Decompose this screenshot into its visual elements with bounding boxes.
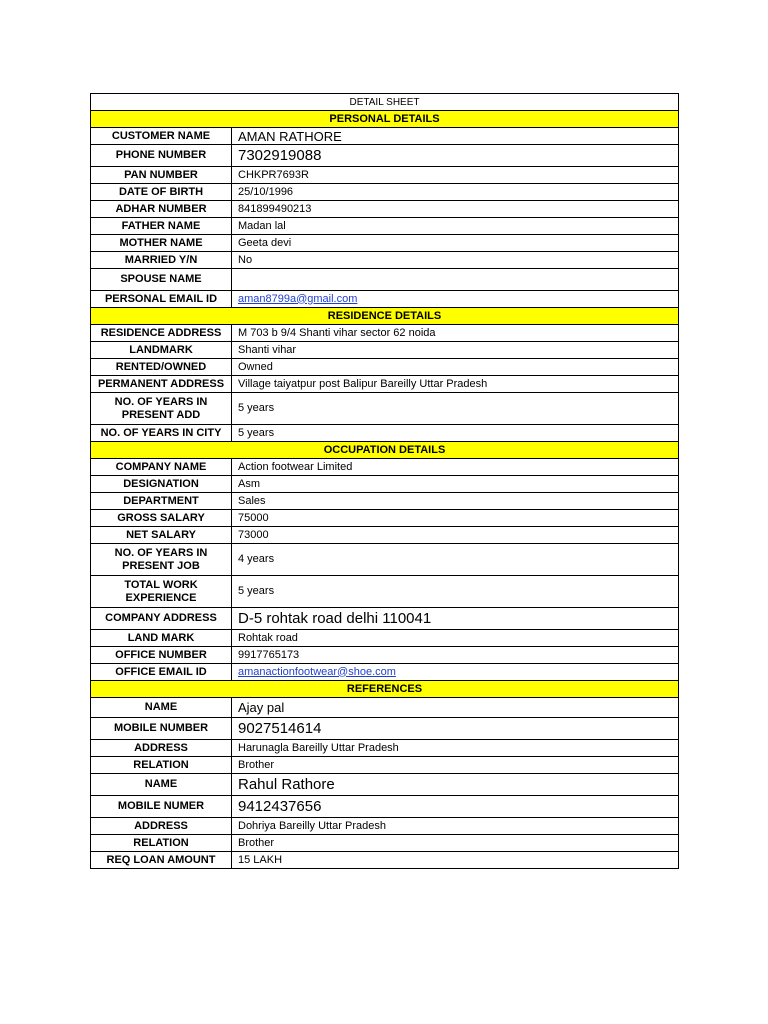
section-occupation-details: OCCUPATION DETAILS — [91, 442, 679, 459]
married-value: No — [232, 252, 679, 269]
permanent-address-value: Village taiyatpur post Balipur Bareilly Uttar Pradesh — [232, 376, 679, 393]
adhar-number-value: 841899490213 — [232, 201, 679, 218]
phone-number-label: PHONE NUMBER — [91, 145, 232, 167]
designation-value: Asm — [232, 476, 679, 493]
years-present-add-label: NO. OF YEARS IN PRESENT ADD — [91, 393, 232, 425]
total-experience-label: TOTAL WORK EXPERIENCE — [91, 576, 232, 608]
father-name-label: FATHER NAME — [91, 218, 232, 235]
date-of-birth-value: 25/10/1996 — [232, 184, 679, 201]
rented-owned-value: Owned — [232, 359, 679, 376]
ref2-relation-label: RELATION — [91, 835, 232, 852]
ref1-mobile-label: MOBILE NUMBER — [91, 718, 232, 740]
residence-address-value: M 703 b 9/4 Shanti vihar sector 62 noida — [232, 325, 679, 342]
date-of-birth-label: DATE OF BIRTH — [91, 184, 232, 201]
company-name-label: COMPANY NAME — [91, 459, 232, 476]
ref1-address-value: Harunagla Bareilly Uttar Pradesh — [232, 740, 679, 757]
total-experience-value: 5 years — [232, 576, 679, 608]
company-address-value: D-5 rohtak road delhi 110041 — [232, 608, 679, 630]
section-personal-details: PERSONAL DETAILS — [91, 111, 679, 128]
gross-salary-label: GROSS SALARY — [91, 510, 232, 527]
pan-number-value: CHKPR7693R — [232, 167, 679, 184]
section-residence-details: RESIDENCE DETAILS — [91, 308, 679, 325]
personal-email-link[interactable]: aman8799a@gmail.com — [238, 292, 358, 305]
net-salary-value: 73000 — [232, 527, 679, 544]
customer-name-value: AMAN RATHORE — [232, 128, 679, 145]
ref2-address-label: ADDRESS — [91, 818, 232, 835]
ref1-mobile-value: 9027514614 — [232, 718, 679, 740]
sheet-title: DETAIL SHEET — [91, 94, 679, 111]
ref2-name-label: NAME — [91, 774, 232, 796]
department-label: DEPARTMENT — [91, 493, 232, 510]
land-mark-value: Rohtak road — [232, 630, 679, 647]
years-present-job-value: 4 years — [232, 544, 679, 576]
permanent-address-label: PERMANENT ADDRESS — [91, 376, 232, 393]
ref2-address-value: Dohriya Bareilly Uttar Pradesh — [232, 818, 679, 835]
section-references: REFERENCES — [91, 681, 679, 698]
land-mark-label: LAND MARK — [91, 630, 232, 647]
ref1-relation-value: Brother — [232, 757, 679, 774]
ref2-mobile-value: 9412437656 — [232, 796, 679, 818]
net-salary-label: NET SALARY — [91, 527, 232, 544]
ref2-relation-value: Brother — [232, 835, 679, 852]
designation-label: DESIGNATION — [91, 476, 232, 493]
company-address-label: COMPANY ADDRESS — [91, 608, 232, 630]
rented-owned-label: RENTED/OWNED — [91, 359, 232, 376]
department-value: Sales — [232, 493, 679, 510]
customer-name-label: CUSTOMER NAME — [91, 128, 232, 145]
ref2-mobile-label: MOBILE NUMER — [91, 796, 232, 818]
phone-number-value: 7302919088 — [232, 145, 679, 167]
detail-sheet-table — [90, 93, 679, 869]
office-email-label: OFFICE EMAIL ID — [91, 664, 232, 681]
office-number-label: OFFICE NUMBER — [91, 647, 232, 664]
mother-name-label: MOTHER NAME — [91, 235, 232, 252]
years-present-job-label: NO. OF YEARS IN PRESENT JOB — [91, 544, 232, 576]
spouse-name-value — [232, 269, 679, 291]
mother-name-value: Geeta devi — [232, 235, 679, 252]
years-in-city-value: 5 years — [232, 425, 679, 442]
years-present-add-value: 5 years — [232, 393, 679, 425]
pan-number-label: PAN NUMBER — [91, 167, 232, 184]
ref1-name-label: NAME — [91, 698, 232, 718]
office-number-value: 9917765173 — [232, 647, 679, 664]
landmark-value: Shanti vihar — [232, 342, 679, 359]
spouse-name-label: SPOUSE NAME — [91, 269, 232, 291]
ref1-address-label: ADDRESS — [91, 740, 232, 757]
office-email-link[interactable]: amanactionfootwear@shoe.com — [238, 665, 396, 678]
ref1-relation-label: RELATION — [91, 757, 232, 774]
married-label: MARRIED Y/N — [91, 252, 232, 269]
loan-amount-value: 15 LAKH — [232, 852, 679, 869]
loan-amount-label: REQ LOAN AMOUNT — [91, 852, 232, 869]
ref1-name-value: Ajay pal — [232, 698, 679, 718]
personal-email-label: PERSONAL EMAIL ID — [91, 291, 232, 308]
years-in-city-label: NO. OF YEARS IN CITY — [91, 425, 232, 442]
adhar-number-label: ADHAR NUMBER — [91, 201, 232, 218]
company-name-value: Action footwear Limited — [232, 459, 679, 476]
landmark-label: LANDMARK — [91, 342, 232, 359]
residence-address-label: RESIDENCE ADDRESS — [91, 325, 232, 342]
ref2-name-value: Rahul Rathore — [232, 774, 679, 796]
father-name-value: Madan lal — [232, 218, 679, 235]
gross-salary-value: 75000 — [232, 510, 679, 527]
